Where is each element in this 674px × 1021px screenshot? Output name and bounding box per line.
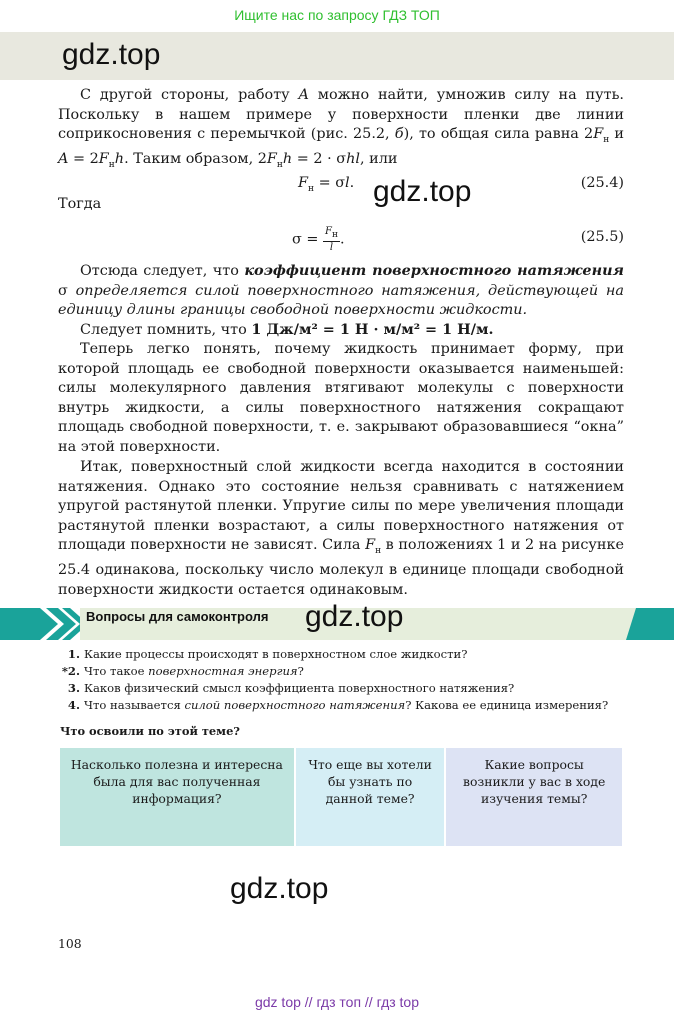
paragraph-work-force: С другой стороны, работу A можно найти, умножив силу на путь. Поскольку в нашем примере у поверхности пленки две линии соприкосновения с перемычкой (рис. 25.2, б), то общая сила равна $2F_н$ и $A = 2F_нh$. Таким образом, $2F_нh = 2 \cdot \sigma hl$, или: [58, 87, 624, 171]
question-item: 4. Что называется силой поверхностного натяжения? Какова ее единица измерения?: [67, 698, 609, 712]
top-banner: Ищите нас по запросу ГДЗ ТОП: [234, 7, 440, 23]
table-header-usefulness: Насколько полезна и интересна была для вас полученная информация?: [60, 748, 294, 814]
question-item: 3. Каков физический смысл коэффициента поверхностного натяжения?: [67, 681, 515, 695]
header-bar: [0, 32, 674, 80]
equation-25-4: $F_н = \sigma l$. (25.4): [58, 172, 624, 194]
reflection-table: [58, 748, 624, 846]
questions-list: [58, 646, 638, 714]
footer-links[interactable]: gdz top // гдз топ // гдз top: [254, 994, 420, 1010]
question-item: *2. Что такое поверхностная энергия?: [61, 664, 304, 678]
equation-number: (25.5): [580, 229, 624, 245]
watermark: gdz.top: [230, 872, 329, 905]
page-number: 108: [58, 936, 82, 951]
watermark: gdz.top: [373, 175, 472, 208]
paragraph-tension: Итак, поверхностный слой жидкости всегда находится в состоянии натяжения. Однако это состояние нельзя сравнивать с натяжением упругой растянутой пленки. Упругие силы по мере увеличения площади растянутой пленки возрастают, а силы поверхностного натяжения от площади поверхности не зависят. Сила $F_н$ в положениях 1 и 2 на рисунке 25.4 одинакова, поскольку число молекул в единице площади свободной поверхности жидкости остается одинаковым.: [58, 459, 624, 598]
table-answer-cell[interactable]: [446, 814, 622, 846]
watermark: gdz.top: [305, 600, 404, 633]
word-togda: Тогда: [58, 196, 102, 212]
table-answer-cell[interactable]: [296, 814, 445, 846]
equation-25-5: σ = $\frac{F_н}{l}$ . (25.5): [292, 226, 624, 253]
table-header-questions: Какие вопросы возникли у вас в ходе изучения темы?: [446, 748, 622, 814]
paragraph-units: Следует помнить, что 1 Дж/м² = 1 Н · м/м² = 1 Н/м.: [80, 321, 494, 338]
site-logo[interactable]: gdz.top: [62, 38, 161, 71]
paragraph-shape: Теперь легко понять, почему жидкость принимает форму, при которой площадь ее свободной поверхности оказывается наименьшей: силы молекулярного давления втягивают молекулы с поверхности внутрь жидкости, а силы поверхностного натяжения сокращают площадь свободной поверхности, т. е. закрывают образовавшиеся “окна” на этой поверхности.: [58, 341, 624, 455]
self-check-title: Вопросы для самоконтроля: [86, 609, 269, 624]
paragraph-definition: Отсюда следует, что коэффициент поверхностного натяжения σ определяется силой поверхностного натяжения, действующей на единицу длины границы свободной поверхности жидкости.: [58, 262, 624, 318]
table-answer-cell[interactable]: [60, 814, 294, 846]
question-item: 1. Какие процессы происходят в поверхностном слое жидкости?: [67, 647, 468, 661]
table-header-learn-more: Что еще вы хотели бы узнать по данной теме?: [296, 748, 445, 814]
equation-number: (25.4): [580, 175, 624, 191]
mastered-heading: Что освоили по этой теме?: [60, 724, 240, 738]
